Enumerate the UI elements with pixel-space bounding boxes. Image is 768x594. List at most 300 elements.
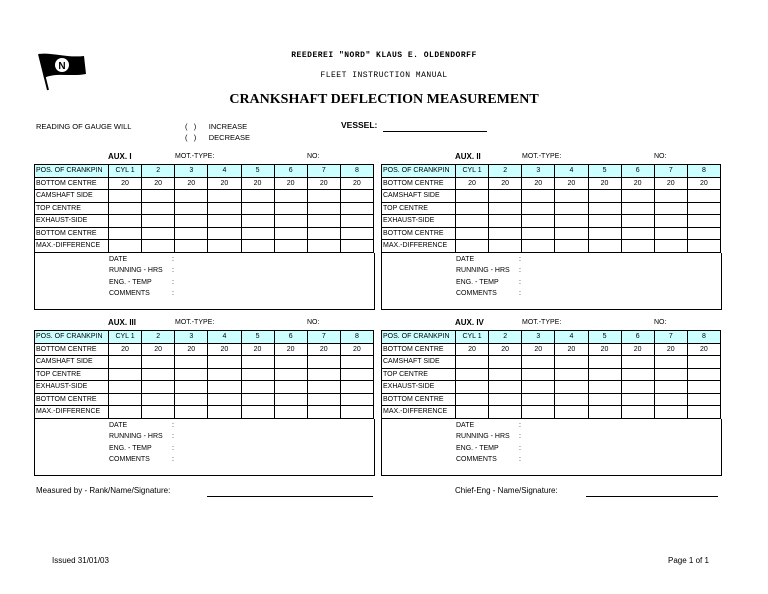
reading-cell[interactable] bbox=[208, 381, 241, 394]
reading-cell[interactable] bbox=[208, 202, 241, 215]
reading-cell[interactable] bbox=[109, 240, 142, 253]
bottom-centre-value[interactable]: 20 bbox=[621, 177, 654, 190]
reading-cell[interactable] bbox=[621, 381, 654, 394]
reading-cell[interactable] bbox=[142, 356, 175, 369]
reading-cell[interactable] bbox=[241, 381, 274, 394]
table-row bbox=[35, 381, 374, 394]
reading-cell[interactable] bbox=[208, 393, 241, 406]
cylinder-header: 7 bbox=[654, 331, 687, 344]
reading-cell[interactable] bbox=[489, 381, 522, 394]
row-label: BOTTOM CENTRE bbox=[382, 343, 456, 356]
cylinder-header: CYL 1 bbox=[109, 331, 142, 344]
reading-cell[interactable] bbox=[489, 368, 522, 381]
info-field[interactable] bbox=[109, 443, 229, 455]
cylinder-header: 7 bbox=[307, 331, 340, 344]
info-colon: : bbox=[172, 290, 174, 297]
measured-by-label: Measured by - Rank/Name/Signature: bbox=[36, 486, 171, 495]
reading-cell[interactable] bbox=[307, 227, 340, 240]
aux-block bbox=[381, 153, 721, 310]
reading-cell[interactable] bbox=[142, 190, 175, 203]
reading-cell[interactable] bbox=[241, 406, 274, 419]
reading-cell[interactable] bbox=[307, 393, 340, 406]
reading-cell[interactable] bbox=[588, 190, 621, 203]
reading-cell[interactable] bbox=[175, 215, 208, 228]
reading-cell[interactable] bbox=[307, 190, 340, 203]
info-field[interactable] bbox=[456, 443, 576, 455]
aux-block bbox=[381, 319, 721, 476]
bottom-centre-value[interactable]: 20 bbox=[687, 343, 720, 356]
bottom-centre-value[interactable]: 20 bbox=[274, 177, 307, 190]
info-field[interactable] bbox=[456, 277, 576, 289]
reading-cell[interactable] bbox=[175, 190, 208, 203]
info-field[interactable] bbox=[109, 265, 229, 277]
reading-cell[interactable] bbox=[522, 393, 555, 406]
table-row bbox=[382, 227, 721, 240]
bottom-centre-value[interactable]: 20 bbox=[456, 343, 489, 356]
reading-cell[interactable] bbox=[687, 381, 720, 394]
bottom-centre-value[interactable]: 20 bbox=[241, 177, 274, 190]
reading-cell[interactable] bbox=[307, 381, 340, 394]
info-colon: : bbox=[172, 421, 174, 429]
reading-cell[interactable] bbox=[555, 227, 588, 240]
row-label: CAMSHAFT SIDE bbox=[35, 190, 109, 203]
reading-cell[interactable] bbox=[588, 215, 621, 228]
aux-title: AUX. III bbox=[108, 318, 137, 327]
reading-cell[interactable] bbox=[588, 393, 621, 406]
table-row bbox=[35, 343, 374, 356]
bottom-centre-value[interactable]: 20 bbox=[456, 177, 489, 190]
reading-cell[interactable] bbox=[456, 190, 489, 203]
reading-cell[interactable] bbox=[274, 368, 307, 381]
info-field[interactable] bbox=[456, 431, 576, 443]
reading-cell[interactable] bbox=[522, 215, 555, 228]
info-field[interactable] bbox=[456, 254, 576, 266]
reading-cell[interactable] bbox=[175, 356, 208, 369]
bottom-centre-value[interactable]: 20 bbox=[241, 343, 274, 356]
reading-cell[interactable] bbox=[687, 190, 720, 203]
aux-block bbox=[34, 319, 374, 476]
aux-title: AUX. II bbox=[455, 152, 481, 161]
reading-cell[interactable] bbox=[340, 215, 373, 228]
row-label: CAMSHAFT SIDE bbox=[382, 190, 456, 203]
info-colon: : bbox=[172, 433, 174, 440]
mot-type-label: MOT.-TYPE: bbox=[522, 153, 562, 160]
reading-cell[interactable] bbox=[621, 368, 654, 381]
reading-cell[interactable] bbox=[175, 240, 208, 253]
cylinder-header: 3 bbox=[175, 165, 208, 178]
reading-cell[interactable] bbox=[142, 368, 175, 381]
bottom-centre-value[interactable]: 20 bbox=[274, 343, 307, 356]
reading-cell[interactable] bbox=[274, 356, 307, 369]
row-label: CAMSHAFT SIDE bbox=[382, 356, 456, 369]
reading-cell[interactable] bbox=[208, 368, 241, 381]
reading-cell[interactable] bbox=[555, 356, 588, 369]
reading-cell[interactable] bbox=[489, 227, 522, 240]
bottom-centre-value[interactable]: 20 bbox=[307, 177, 340, 190]
reading-cell[interactable] bbox=[142, 393, 175, 406]
reading-cell[interactable] bbox=[621, 190, 654, 203]
info-field[interactable] bbox=[109, 431, 229, 443]
page-title: CRANKSHAFT DEFLECTION MEASUREMENT bbox=[229, 92, 539, 107]
reading-cell[interactable] bbox=[489, 406, 522, 419]
info-colon: : bbox=[519, 444, 521, 452]
reading-cell[interactable] bbox=[274, 215, 307, 228]
reading-cell[interactable] bbox=[654, 381, 687, 394]
reading-cell[interactable] bbox=[522, 356, 555, 369]
reading-cell[interactable] bbox=[175, 227, 208, 240]
info-field[interactable] bbox=[456, 420, 576, 432]
table-row bbox=[382, 356, 721, 369]
reading-cell[interactable] bbox=[109, 368, 142, 381]
reading-cell[interactable] bbox=[241, 202, 274, 215]
info-field[interactable] bbox=[456, 454, 576, 466]
reading-cell[interactable] bbox=[109, 227, 142, 240]
cylinder-header: 8 bbox=[340, 331, 373, 344]
reading-cell[interactable] bbox=[340, 190, 373, 203]
reading-cell[interactable] bbox=[687, 240, 720, 253]
no-label: NO: bbox=[307, 153, 320, 160]
reading-cell[interactable] bbox=[489, 202, 522, 215]
row-label: EXHAUST-SIDE bbox=[382, 381, 456, 394]
reading-cell[interactable] bbox=[142, 227, 175, 240]
reading-cell[interactable] bbox=[241, 240, 274, 253]
bottom-centre-value[interactable]: 20 bbox=[340, 177, 373, 190]
reading-cell[interactable] bbox=[241, 190, 274, 203]
table-row bbox=[35, 177, 374, 190]
reading-cell[interactable] bbox=[307, 202, 340, 215]
reading-cell[interactable] bbox=[621, 215, 654, 228]
reading-cell[interactable] bbox=[340, 368, 373, 381]
reading-cell[interactable] bbox=[208, 406, 241, 419]
reading-cell[interactable] bbox=[588, 381, 621, 394]
reading-cell[interactable] bbox=[654, 406, 687, 419]
bottom-centre-value[interactable]: 20 bbox=[208, 177, 241, 190]
cylinder-header: 5 bbox=[588, 331, 621, 344]
page-number: Page 1 of 1 bbox=[668, 556, 709, 565]
info-colon: : bbox=[519, 456, 521, 463]
reading-cell[interactable] bbox=[588, 202, 621, 215]
bottom-centre-value[interactable]: 20 bbox=[555, 343, 588, 356]
reading-cell[interactable] bbox=[340, 381, 373, 394]
reading-cell[interactable] bbox=[109, 356, 142, 369]
info-field[interactable] bbox=[456, 265, 576, 277]
reading-cell[interactable] bbox=[142, 240, 175, 253]
reading-cell[interactable] bbox=[687, 215, 720, 228]
table-row bbox=[382, 343, 721, 356]
reading-cell[interactable] bbox=[142, 381, 175, 394]
reading-cell[interactable] bbox=[489, 190, 522, 203]
reading-cell[interactable] bbox=[555, 381, 588, 394]
bottom-centre-value[interactable]: 20 bbox=[109, 343, 142, 356]
reading-cell[interactable] bbox=[456, 406, 489, 419]
reading-cell[interactable] bbox=[621, 393, 654, 406]
reading-cell[interactable] bbox=[175, 393, 208, 406]
reading-cell[interactable] bbox=[687, 227, 720, 240]
bottom-centre-value[interactable]: 20 bbox=[687, 177, 720, 190]
reading-cell[interactable] bbox=[208, 215, 241, 228]
reading-cell[interactable] bbox=[109, 393, 142, 406]
reading-cell[interactable] bbox=[456, 227, 489, 240]
reading-cell[interactable] bbox=[142, 202, 175, 215]
bottom-centre-value[interactable]: 20 bbox=[109, 177, 142, 190]
table-row bbox=[35, 240, 374, 253]
row-label: POS. OF CRANKPIN bbox=[35, 165, 109, 178]
info-box bbox=[381, 253, 722, 310]
reading-cell[interactable] bbox=[456, 368, 489, 381]
reading-cell[interactable] bbox=[340, 406, 373, 419]
reading-cell[interactable] bbox=[654, 202, 687, 215]
bottom-centre-value[interactable]: 20 bbox=[142, 177, 175, 190]
reading-cell[interactable] bbox=[588, 240, 621, 253]
row-label: POS. OF CRANKPIN bbox=[382, 165, 456, 178]
reading-cell[interactable] bbox=[522, 227, 555, 240]
reading-cell[interactable] bbox=[241, 393, 274, 406]
bottom-centre-value[interactable]: 20 bbox=[489, 343, 522, 356]
table-row bbox=[382, 406, 721, 419]
info-label: ENG. - TEMP bbox=[456, 444, 499, 452]
reading-cell[interactable] bbox=[456, 356, 489, 369]
company-name: REEDEREI "NORD" KLAUS E. OLDENDORFF bbox=[291, 51, 477, 60]
reading-cell[interactable] bbox=[274, 240, 307, 253]
table-row bbox=[35, 227, 374, 240]
reading-cell[interactable] bbox=[340, 202, 373, 215]
bottom-centre-value[interactable]: 20 bbox=[208, 343, 241, 356]
bottom-centre-value[interactable]: 20 bbox=[654, 343, 687, 356]
table-row bbox=[35, 165, 374, 178]
reading-cell[interactable] bbox=[522, 202, 555, 215]
reading-cell[interactable] bbox=[241, 215, 274, 228]
bottom-centre-value[interactable]: 20 bbox=[588, 343, 621, 356]
cylinder-header: 6 bbox=[274, 165, 307, 178]
cylinder-header: 2 bbox=[142, 331, 175, 344]
reading-cell[interactable] bbox=[621, 240, 654, 253]
table-row bbox=[35, 368, 374, 381]
reading-cell[interactable] bbox=[109, 406, 142, 419]
reading-cell[interactable] bbox=[555, 215, 588, 228]
gauge-increase[interactable]: ( ) INCREASE bbox=[185, 122, 248, 131]
reading-cell[interactable] bbox=[555, 393, 588, 406]
info-colon: : bbox=[172, 278, 174, 286]
cylinder-header: 3 bbox=[175, 331, 208, 344]
cylinder-header: CYL 1 bbox=[109, 165, 142, 178]
cylinder-header: CYL 1 bbox=[456, 331, 489, 344]
info-field[interactable] bbox=[109, 254, 229, 266]
deflection-table bbox=[34, 164, 374, 253]
reading-cell[interactable] bbox=[208, 227, 241, 240]
reading-cell[interactable] bbox=[654, 227, 687, 240]
bottom-centre-value[interactable]: 20 bbox=[522, 177, 555, 190]
row-label: POS. OF CRANKPIN bbox=[35, 331, 109, 344]
reading-cell[interactable] bbox=[555, 406, 588, 419]
reading-cell[interactable] bbox=[621, 202, 654, 215]
reading-cell[interactable] bbox=[654, 368, 687, 381]
vessel-field[interactable] bbox=[383, 120, 487, 132]
row-label: TOP CENTRE bbox=[35, 368, 109, 381]
reading-cell[interactable] bbox=[555, 190, 588, 203]
reading-cell[interactable] bbox=[175, 406, 208, 419]
table-row bbox=[382, 215, 721, 228]
reading-cell[interactable] bbox=[109, 190, 142, 203]
measured-by-signature-line[interactable] bbox=[207, 496, 373, 497]
table-row bbox=[35, 393, 374, 406]
reading-cell[interactable] bbox=[456, 393, 489, 406]
reading-cell[interactable] bbox=[307, 240, 340, 253]
reading-cell[interactable] bbox=[687, 406, 720, 419]
reading-cell[interactable] bbox=[687, 202, 720, 215]
reading-cell[interactable] bbox=[654, 356, 687, 369]
cylinder-header: 4 bbox=[555, 165, 588, 178]
info-colon: : bbox=[519, 433, 521, 440]
reading-cell[interactable] bbox=[489, 356, 522, 369]
reading-cell[interactable] bbox=[241, 368, 274, 381]
reading-cell[interactable] bbox=[274, 406, 307, 419]
bottom-centre-value[interactable]: 20 bbox=[175, 343, 208, 356]
info-field[interactable] bbox=[456, 288, 576, 300]
bottom-centre-value[interactable]: 20 bbox=[175, 177, 208, 190]
bottom-centre-value[interactable]: 20 bbox=[654, 177, 687, 190]
reading-cell[interactable] bbox=[621, 356, 654, 369]
reading-cell[interactable] bbox=[687, 393, 720, 406]
reading-cell[interactable] bbox=[555, 202, 588, 215]
reading-cell[interactable] bbox=[109, 381, 142, 394]
reading-cell[interactable] bbox=[456, 202, 489, 215]
info-label: COMMENTS bbox=[456, 456, 497, 463]
bottom-centre-value[interactable]: 20 bbox=[340, 343, 373, 356]
row-label: BOTTOM CENTRE bbox=[35, 227, 109, 240]
reading-cell[interactable] bbox=[208, 190, 241, 203]
aux-title: AUX. IV bbox=[455, 318, 484, 327]
cylinder-header: 2 bbox=[142, 165, 175, 178]
reading-cell[interactable] bbox=[340, 240, 373, 253]
reading-cell[interactable] bbox=[274, 190, 307, 203]
table-row bbox=[382, 202, 721, 215]
reading-cell[interactable] bbox=[489, 215, 522, 228]
reading-cell[interactable] bbox=[522, 368, 555, 381]
reading-cell[interactable] bbox=[687, 368, 720, 381]
reading-cell[interactable] bbox=[456, 240, 489, 253]
row-label: BOTTOM CENTRE bbox=[35, 177, 109, 190]
vessel-label: VESSEL: bbox=[341, 120, 378, 130]
reading-cell[interactable] bbox=[307, 406, 340, 419]
info-field[interactable] bbox=[109, 288, 229, 300]
reading-cell[interactable] bbox=[621, 406, 654, 419]
reading-cell[interactable] bbox=[522, 406, 555, 419]
reading-cell[interactable] bbox=[175, 202, 208, 215]
reading-cell[interactable] bbox=[340, 227, 373, 240]
row-label: CAMSHAFT SIDE bbox=[35, 356, 109, 369]
gauge-decrease[interactable]: ( ) DECREASE bbox=[185, 133, 251, 142]
reading-cell[interactable] bbox=[142, 215, 175, 228]
reading-cell[interactable] bbox=[175, 368, 208, 381]
bottom-centre-value[interactable]: 20 bbox=[307, 343, 340, 356]
info-colon: : bbox=[519, 290, 521, 297]
reading-cell[interactable] bbox=[489, 393, 522, 406]
cylinder-header: 4 bbox=[208, 331, 241, 344]
info-box bbox=[34, 419, 375, 476]
bottom-centre-value[interactable]: 20 bbox=[621, 343, 654, 356]
bottom-centre-value[interactable]: 20 bbox=[489, 177, 522, 190]
cylinder-header: 3 bbox=[522, 331, 555, 344]
info-box bbox=[34, 253, 375, 310]
table-row bbox=[382, 368, 721, 381]
info-field[interactable] bbox=[109, 420, 229, 432]
reading-cell[interactable] bbox=[208, 356, 241, 369]
reading-cell[interactable] bbox=[340, 356, 373, 369]
reading-cell[interactable] bbox=[274, 227, 307, 240]
bottom-centre-value[interactable]: 20 bbox=[522, 343, 555, 356]
reading-cell[interactable] bbox=[654, 240, 687, 253]
deflection-table bbox=[381, 164, 721, 253]
cylinder-header: 8 bbox=[687, 331, 720, 344]
reading-cell[interactable] bbox=[522, 240, 555, 253]
reading-cell[interactable] bbox=[307, 368, 340, 381]
info-box bbox=[381, 419, 722, 476]
row-label: MAX.-DIFFERENCE bbox=[35, 406, 109, 419]
reading-cell[interactable] bbox=[555, 368, 588, 381]
cylinder-header: 7 bbox=[654, 165, 687, 178]
reading-cell[interactable] bbox=[588, 227, 621, 240]
reading-cell[interactable] bbox=[621, 227, 654, 240]
reading-cell[interactable] bbox=[241, 356, 274, 369]
reading-cell[interactable] bbox=[588, 406, 621, 419]
info-label: ENG. - TEMP bbox=[456, 278, 499, 286]
reading-cell[interactable] bbox=[489, 240, 522, 253]
reading-cell[interactable] bbox=[588, 356, 621, 369]
table-row bbox=[35, 331, 374, 344]
reading-cell[interactable] bbox=[109, 202, 142, 215]
deflection-table bbox=[381, 330, 721, 419]
reading-cell[interactable] bbox=[142, 406, 175, 419]
reading-cell[interactable] bbox=[175, 381, 208, 394]
info-label: COMMENTS bbox=[109, 290, 150, 297]
gauge-label: READING OF GAUGE WILL bbox=[36, 122, 132, 131]
bottom-centre-value[interactable]: 20 bbox=[588, 177, 621, 190]
reading-cell[interactable] bbox=[588, 368, 621, 381]
no-label: NO: bbox=[654, 319, 667, 326]
reading-cell[interactable] bbox=[307, 215, 340, 228]
reading-cell[interactable] bbox=[241, 227, 274, 240]
reading-cell[interactable] bbox=[522, 381, 555, 394]
reading-cell[interactable] bbox=[208, 240, 241, 253]
bottom-centre-value[interactable]: 20 bbox=[555, 177, 588, 190]
info-label: COMMENTS bbox=[109, 456, 150, 463]
reading-cell[interactable] bbox=[456, 215, 489, 228]
reading-cell[interactable] bbox=[654, 393, 687, 406]
reading-cell[interactable] bbox=[274, 393, 307, 406]
row-label: TOP CENTRE bbox=[35, 202, 109, 215]
cylinder-header: 5 bbox=[241, 331, 274, 344]
chief-eng-signature-line[interactable] bbox=[586, 496, 718, 497]
reading-cell[interactable] bbox=[274, 381, 307, 394]
reading-cell[interactable] bbox=[687, 356, 720, 369]
table-row bbox=[382, 190, 721, 203]
reading-cell[interactable] bbox=[274, 202, 307, 215]
reading-cell[interactable] bbox=[307, 356, 340, 369]
reading-cell[interactable] bbox=[109, 215, 142, 228]
mot-type-label: MOT.-TYPE: bbox=[522, 319, 562, 326]
info-field[interactable] bbox=[109, 454, 229, 466]
reading-cell[interactable] bbox=[555, 240, 588, 253]
reading-cell[interactable] bbox=[456, 381, 489, 394]
reading-cell[interactable] bbox=[654, 215, 687, 228]
reading-cell[interactable] bbox=[340, 393, 373, 406]
row-label: MAX.-DIFFERENCE bbox=[35, 240, 109, 253]
info-field[interactable] bbox=[109, 277, 229, 289]
bottom-centre-value[interactable]: 20 bbox=[142, 343, 175, 356]
reading-cell[interactable] bbox=[522, 190, 555, 203]
reading-cell[interactable] bbox=[654, 190, 687, 203]
manual-name: FLEET INSTRUCTION MANUAL bbox=[320, 71, 448, 80]
